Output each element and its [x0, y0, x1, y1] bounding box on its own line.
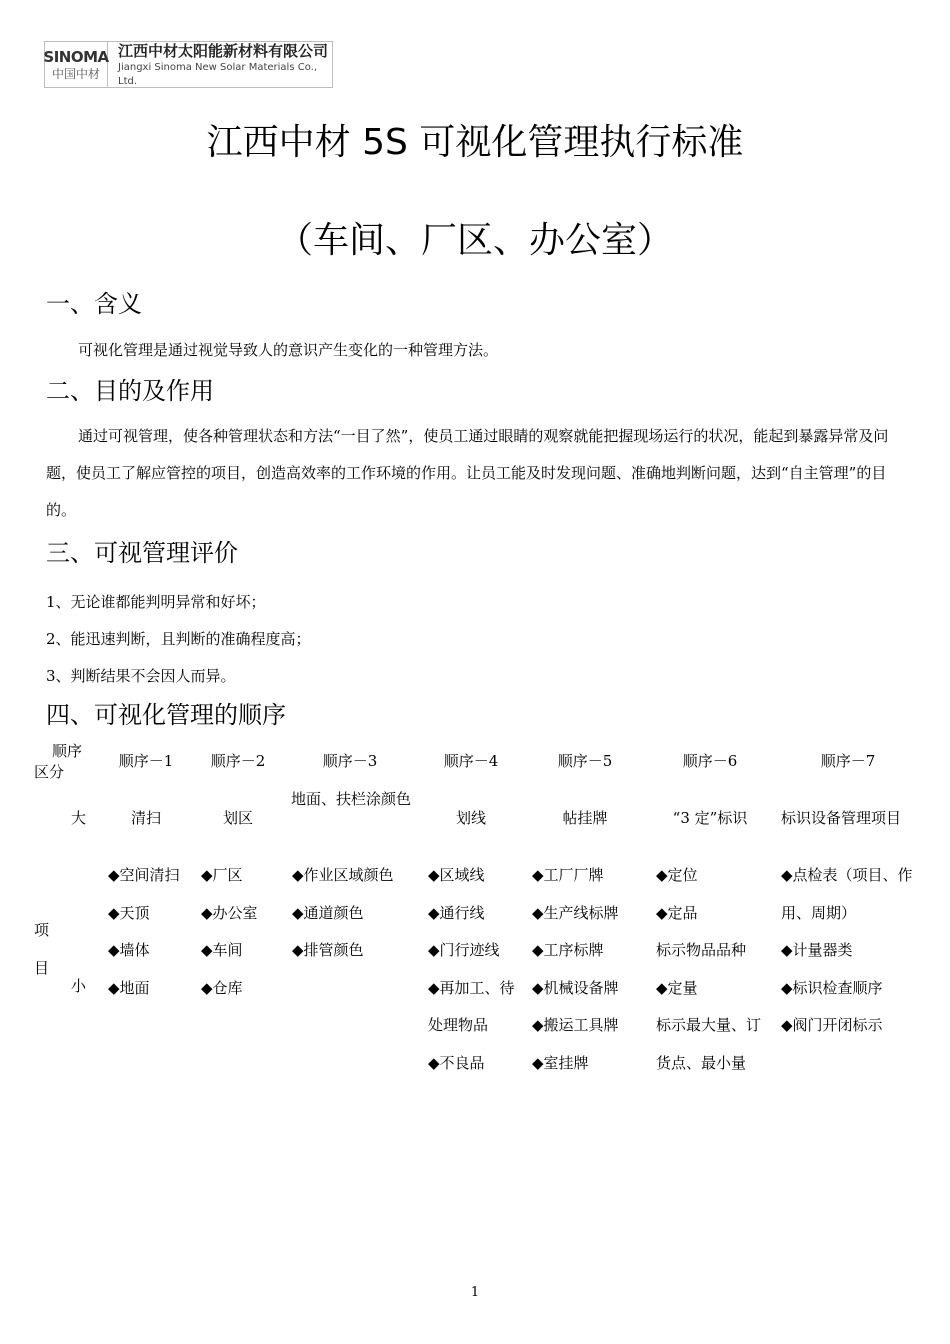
list-item: ◆仓库 [201, 978, 243, 997]
list-item: ◆不良品 [428, 1053, 485, 1072]
list-item: ◆办公室 [201, 903, 258, 922]
table-small-list-1 [108, 857, 188, 1007]
section-text-purpose: 通过可视管理，使各种管理状态和方法“一目了然”，使员工通过眼睛的观察就能把握现场运行的状况，能起到暴露异常及问题，使员工了解应管控的项目，创造高效率的工作环境的作用。让员工能及时发现问题、准确地判断问题，达到“自主管理”的目的。 [46, 427, 889, 519]
list-item: ◆排管颜色 [292, 941, 364, 959]
company-name-en: Jiangxi Sinoma New Solar Materials Co., Ltd. [118, 61, 317, 87]
section-heading-meaning: 一、含义 [46, 290, 142, 318]
list-item: ◆再加工、待处理物品 [428, 978, 515, 1034]
table-big-cell: 标识设备管理项目 [781, 809, 902, 827]
document-title: 江西中材 5S 可视化管理执行标准 [206, 122, 744, 163]
document-subtitle: （车间、厂区、办公室） [276, 220, 673, 261]
table-header-cell: 顺序－5 [557, 752, 613, 770]
table-small-list-3 [292, 857, 416, 970]
list-item: ◆定量 [656, 978, 698, 997]
list-item: ◆作业区域颜色 [292, 866, 394, 884]
table-header-cell: 顺序－7 [820, 752, 876, 770]
table-big-cell: 划线 [455, 809, 486, 827]
table-big-label: 大 [71, 809, 87, 827]
evaluation-item: 3、判断结果不会因人而异。 [46, 667, 236, 685]
list-item: ◆计量器类 [781, 941, 853, 959]
logo-cn-short: 中国中材 [51, 66, 100, 81]
list-item: ◆点检表（项目、作用、周期） [781, 866, 913, 922]
logo-mark [45, 42, 108, 87]
table-header-cell: 顺序－3 [322, 752, 378, 770]
table-big-cell: 划区 [222, 809, 253, 827]
section-text-meaning: 可视化管理是通过视觉导致人的意识产生变化的一种管理方法。 [78, 341, 499, 359]
section-heading-purpose: 二、目的及作用 [46, 377, 214, 405]
list-item: ◆空间清扫 [108, 866, 180, 884]
table-corner-category: 区分 [34, 763, 65, 781]
section-heading-evaluation: 三、可视管理评价 [46, 539, 238, 567]
table-header-cell: 顺序－4 [443, 752, 499, 770]
table-small-list-5 [532, 857, 642, 1082]
list-item: ◆门行迹线 [428, 941, 500, 959]
list-item: ◆通行线 [428, 903, 485, 922]
table-small-label: 小 [71, 977, 87, 995]
table-small-list-4 [428, 857, 516, 1082]
page-number: 1 [470, 1285, 480, 1300]
list-item: ◆地面 [108, 978, 150, 997]
list-item: ◆天顶 [108, 903, 150, 922]
list-item: 标示最大量、订货点、最小量 [656, 1016, 762, 1072]
table-big-cell: 地面、扶栏涂颜色 [290, 790, 411, 808]
company-logo [44, 41, 333, 88]
list-item: ◆车间 [201, 941, 243, 959]
table-header-cell: 顺序－6 [682, 752, 738, 770]
list-item: 标示物品品种 [656, 941, 747, 959]
company-name-cn: 江西中材太阳能新材料有限公司 [118, 41, 329, 60]
table-corner-order: 顺序 [52, 742, 83, 760]
list-item: ◆墙体 [108, 941, 150, 959]
table-big-cell: 清扫 [130, 809, 161, 827]
list-item: ◆工序标牌 [532, 941, 604, 959]
logo-brand: SINOMA [43, 47, 109, 66]
list-item: ◆区域线 [428, 866, 485, 884]
list-item: ◆搬运工具牌 [532, 1016, 619, 1034]
table-row-label: 项 [34, 921, 50, 939]
table-row-label: 目 [34, 959, 50, 977]
evaluation-item: 2、能迅速判断，且判断的准确程度高； [46, 630, 311, 648]
section-heading-order: 四、可视化管理的顺序 [46, 701, 286, 729]
table-big-cell: “3 定”标识 [672, 809, 748, 827]
list-item: ◆通道颜色 [292, 903, 364, 922]
list-item: ◆标识检查顺序 [781, 978, 883, 997]
table-big-cell: 帖挂牌 [562, 809, 608, 827]
list-item: ◆生产线标牌 [532, 903, 619, 922]
table-header-cell: 顺序－1 [118, 752, 174, 770]
list-item: ◆工厂厂牌 [532, 866, 604, 884]
table-small-list-7 [781, 857, 915, 1045]
list-item: ◆厂区 [201, 866, 243, 884]
list-item: ◆定品 [656, 903, 698, 922]
table-small-list-2 [201, 857, 281, 1007]
list-item: ◆室挂牌 [532, 1053, 589, 1072]
table-small-list-6 [656, 857, 766, 1082]
list-item: ◆机械设备牌 [532, 978, 619, 997]
list-item: ◆阀门开闭标示 [781, 1016, 883, 1034]
table-header-cell: 顺序－2 [210, 752, 266, 770]
list-item: ◆定位 [656, 866, 698, 884]
logo-text [108, 42, 332, 87]
evaluation-item: 1、无论谁都能判明异常和好坏； [46, 593, 266, 611]
